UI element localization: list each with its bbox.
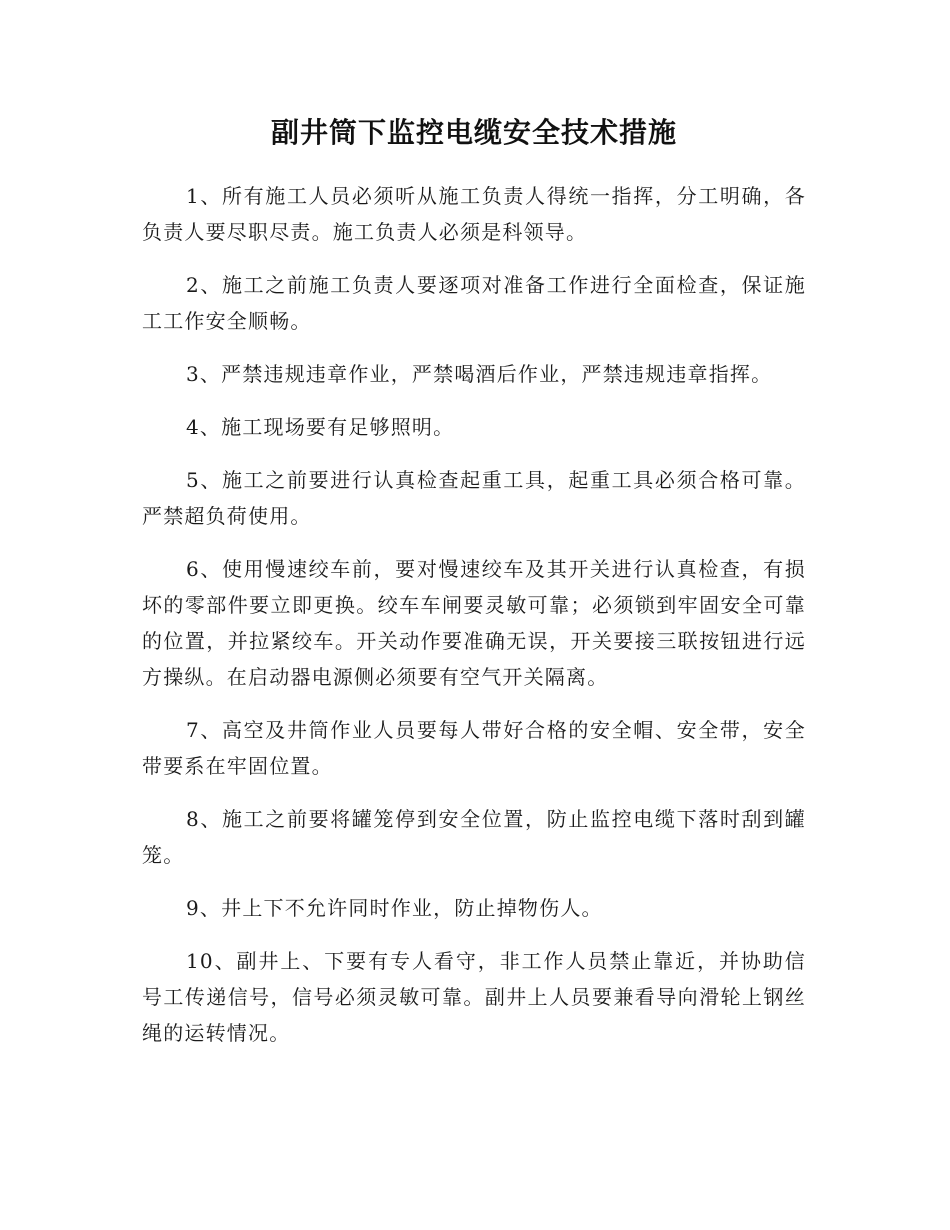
paragraph-1: 1、所有施工人员必须听从施工负责人得统一指挥，分工明确，各负责人要尽职尽责。施工负责人必须是科领导。	[142, 184, 806, 244]
paragraph-4: 4、施工现场要有足够照明。	[186, 415, 455, 439]
document-title: 副井筒下监控电缆安全技术措施	[270, 116, 677, 149]
paragraph-3: 3、严禁违规违章作业，严禁喝酒后作业，严禁违规违章指挥。	[186, 362, 773, 386]
paragraph-2: 2、施工之前施工负责人要逐项对准备工作进行全面检查，保证施工工作安全顺畅。	[142, 273, 806, 333]
paragraph-10: 10、副井上、下要有专人看守，非工作人员禁止靠近，并协助信号工传递信号，信号必须灵敏可靠。副井上人员要兼看导向滑轮上钢丝绳的运转情况。	[142, 949, 806, 1045]
paragraph-6: 6、使用慢速绞车前，要对慢速绞车及其开关进行认真检查，有损坏的零部件要立即更换。绞车车闸要灵敏可靠；必须锁到牢固安全可靠的位置，并拉紧绞车。开关动作要准确无误，开关要接三联按钮进行远方操纵。在启动器电源侧必须要有空气开关隔离。	[142, 557, 806, 689]
paragraph-8: 8、施工之前要将罐笼停到安全位置，防止监控电缆下落时刮到罐笼。	[142, 807, 806, 867]
document-page	[142, 110, 806, 1068]
paragraph-5: 5、施工之前要进行认真检查起重工具，起重工具必须合格可靠。严禁超负荷使用。	[142, 468, 806, 528]
paragraph-9: 9、井上下不允许同时作业，防止掉物伤人。	[186, 896, 603, 920]
paragraph-7: 7、高空及井筒作业人员要每人带好合格的安全帽、安全带，安全带要系在牢固位置。	[142, 718, 806, 778]
